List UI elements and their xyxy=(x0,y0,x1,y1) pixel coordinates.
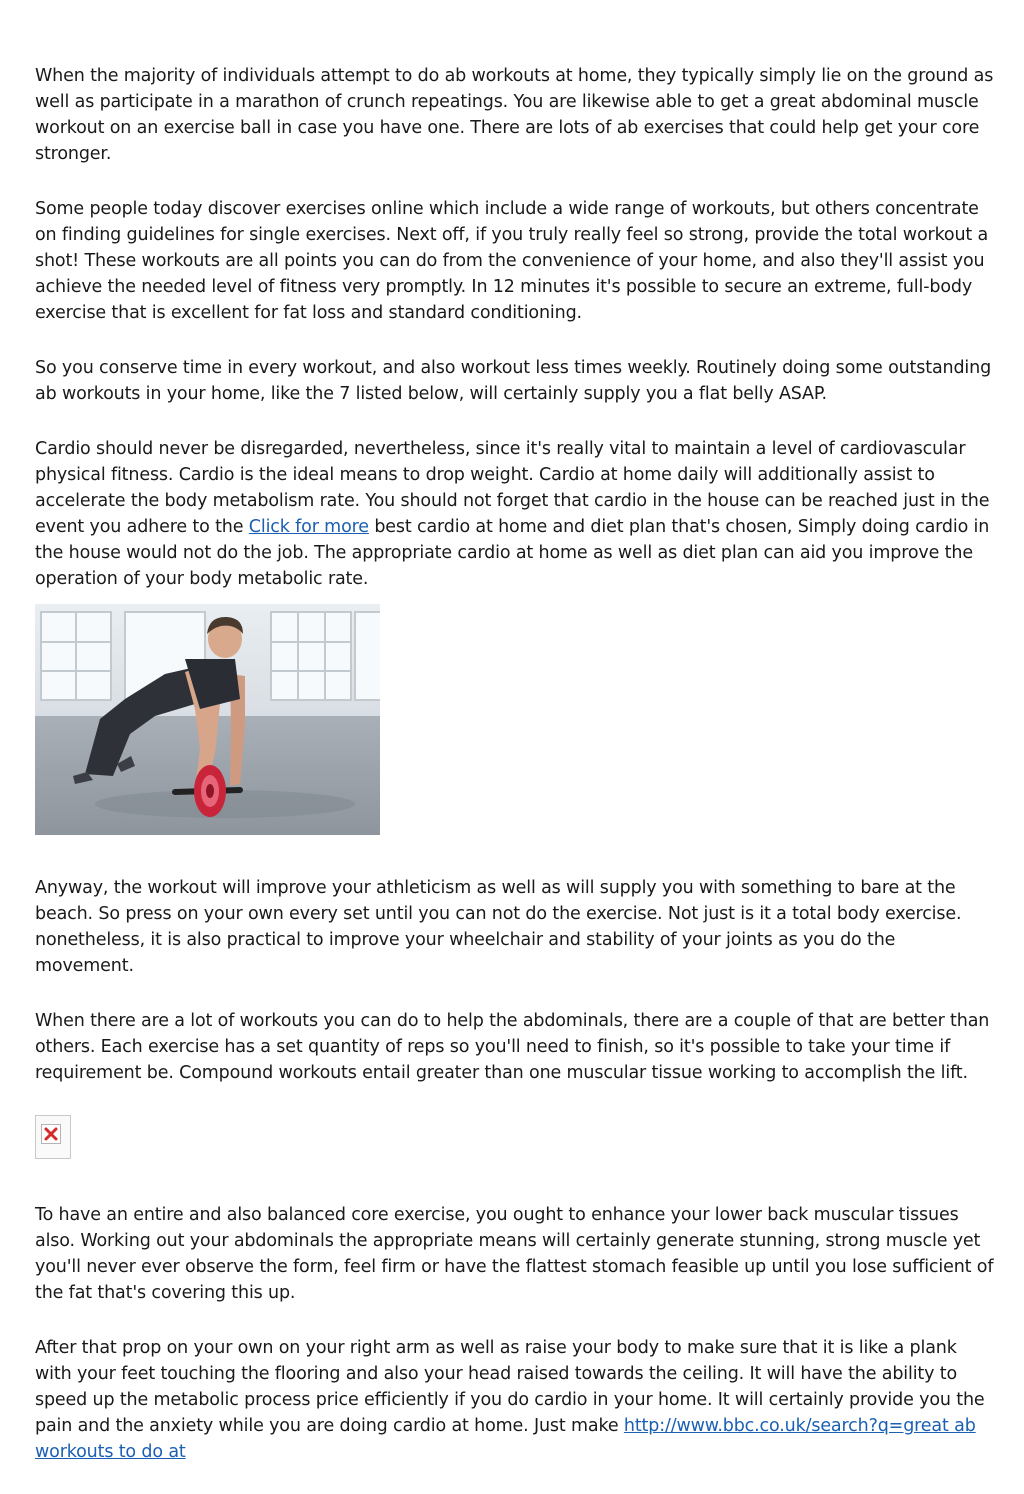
paragraph-7: To have an entire and also balanced core exercise, you ought to enhance your lower back muscular tissues also. Working out your abdominals the appropriate means will certainly generate stunning, strong muscle yet you'll never ever observe the form, feel firm or have the flattest stomach feasible up until you lose sufficient of the fat that's covering this up. xyxy=(35,1205,994,1303)
paragraph-4-text-a: Cardio should never be disregarded, nevertheless, since it's really vital to maintain a level of cardiovascular physical fitness. Cardio is the ideal means to drop weight. Cardio at home daily will additionally assist to accelerate the body metabolism rate. You should not forget that cardio in the house can be reached just in the event you adhere to the xyxy=(35,439,990,537)
paragraph-4 xyxy=(35,436,995,592)
paragraph-2: Some people today discover exercises online which include a wide range of workouts, but others concentrate on finding guidelines for single exercises. Next off, if you truly really feel so strong, provide the total workout a shot! These workouts are all points you can do from the convenience of your home, and also they'll assist you achieve the needed level of fitness very promptly. In 12 minutes it's possible to secure an extreme, full-body exercise that is excellent for fat loss and standard conditioning. xyxy=(35,199,989,323)
paragraph-8-text: After that prop on your own on your right arm as well as raise your body to make sure that it is like a plank with your feet touching the flooring and also your head raised towards the ceiling. It will have the ability to speed up the metabolic process price efficiently if you do cardio in your home. It will certainly provide you the pain and the anxiety while you are doing cardio at home. Just make xyxy=(35,1338,985,1436)
paragraph-1: When the majority of individuals attempt to do ab workouts at home, they typically simply lie on the ground as well as participate in a marathon of crunch repeatings. You are likewise able to get a great abdominal muscle workout on an exercise ball in case you have one. There are lots of ab exercises that could help get your core stronger. xyxy=(35,66,994,164)
ab-roller-photo xyxy=(35,604,380,835)
paragraph-3: So you conserve time in every workout, and also workout less times weekly. Routinely doing some outstanding ab workouts in your home, like the 7 listed below, will certainly supply you a flat belly ASAP. xyxy=(35,358,992,404)
paragraph-8 xyxy=(35,1335,995,1465)
paragraph-5: Anyway, the workout will improve your athleticism as well as will supply you with something to bare at the beach. So press on your own every set until you can not do the exercise. Not just is it a total body exercise. nonetheless, it is also practical to improve your wheelchair and stability of your joints as you do the movement. xyxy=(35,878,962,976)
broken-image-placeholder xyxy=(35,1115,71,1159)
article-body xyxy=(35,63,995,1494)
click-for-more-link[interactable]: Click for more xyxy=(248,517,369,537)
broken-image-icon xyxy=(41,1124,61,1144)
paragraph-4-text-b: best cardio at home and diet plan that's chosen, Simply doing cardio in the house would not do the job. The appropriate cardio at home as well as diet plan can aid you improve the operation of your body metabolic rate. xyxy=(35,517,990,589)
bbc-search-link[interactable]: http://www.bbc.co.uk/search?q=great ab workouts to do at xyxy=(35,1416,976,1462)
paragraph-6: When there are a lot of workouts you can do to help the abdominals, there are a couple of that are better than others. Each exercise has a set quantity of reps so you'll need to finish, so it's possible to take your time if requirement be. Compound workouts entail greater than one muscular tissue working to accomplish the lift. xyxy=(35,1011,990,1083)
